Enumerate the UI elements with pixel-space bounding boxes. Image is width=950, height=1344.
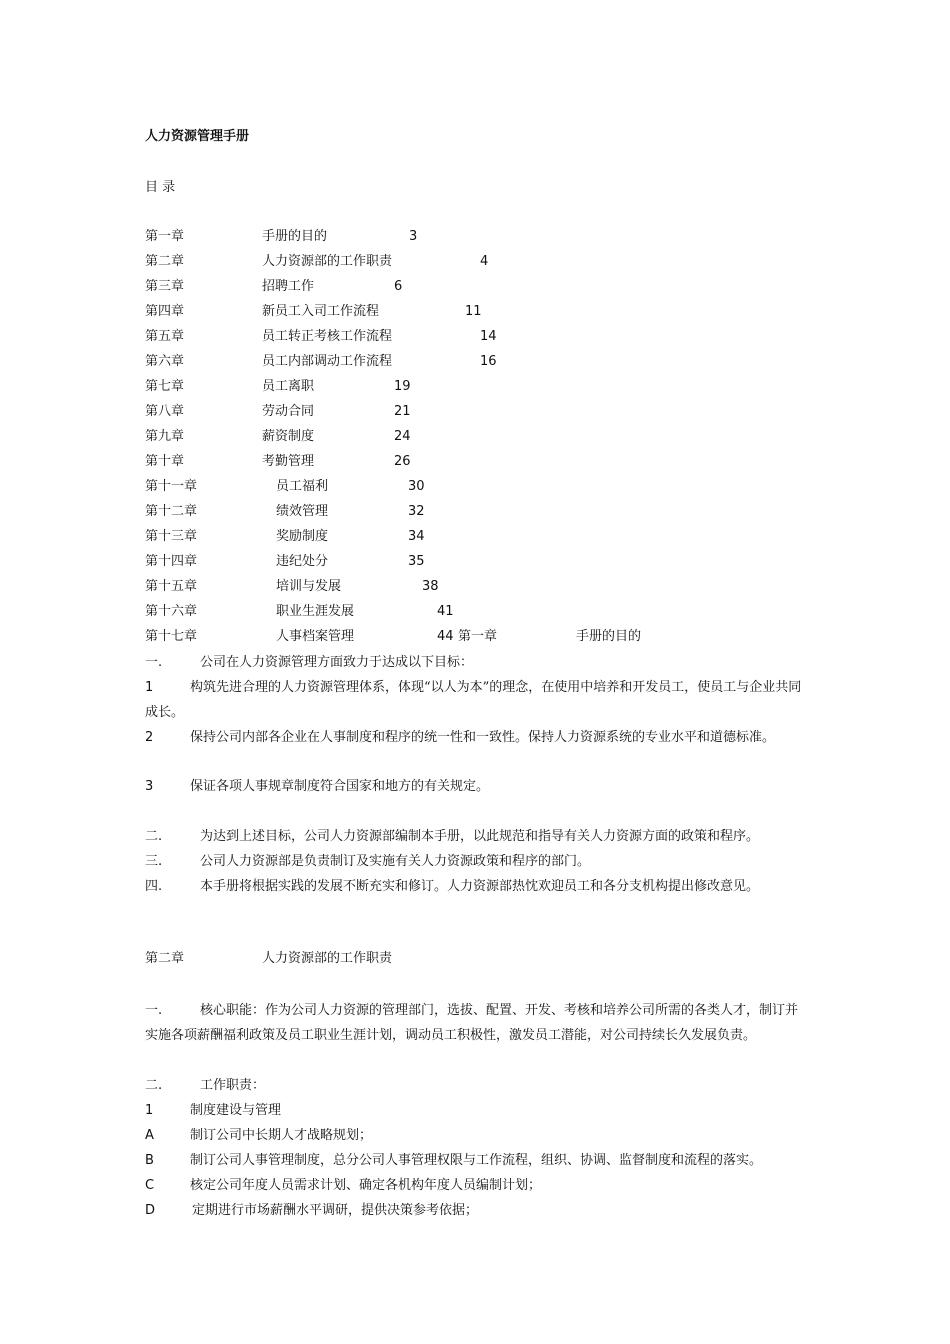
- paragraph-text: 保证各项人事规章制度符合国家和地方的有关规定。: [190, 779, 490, 794]
- paragraph-text: 制订公司中长期人才战略规划；: [190, 1128, 373, 1143]
- toc-chapter: 第一章: [145, 229, 185, 244]
- toc-page: 11: [465, 304, 482, 319]
- paragraph-text: 制订公司人事管理制度，总分公司人事管理权限与工作流程，组织、协调、监督制度和流程的落实。: [190, 1153, 763, 1168]
- toc-title: 薪资制度: [262, 429, 315, 444]
- toc-chapter: 第六章: [145, 354, 185, 369]
- toc-title: 违纪处分: [276, 554, 329, 569]
- toc-title: 职业生涯发展: [276, 604, 355, 619]
- toc-title: 人力资源部的工作职责: [262, 254, 393, 269]
- toc-chapter: 第九章: [145, 429, 185, 444]
- ch1-paragraph-1: [145, 650, 810, 675]
- toc-title: 招聘工作: [262, 279, 315, 294]
- paragraph-text: 为达到上述目标，公司人力资源部编制本手册，以此规范和指导有关人力资源方面的政策和程序。: [200, 829, 760, 844]
- ch1-goal-1: [145, 675, 810, 725]
- chapter-heading-title: 人力资源部的工作职责: [262, 951, 393, 966]
- paragraph-text: 本手册将根据实践的发展不断充实和修订。人力资源部热忱欢迎员工和各分支机构提出修改意见。: [200, 879, 760, 894]
- chapter-heading-title: 手册的目的: [576, 629, 642, 644]
- paragraph-text: 工作职责：: [200, 1078, 266, 1093]
- paragraph-text: 定期进行市场薪酬水平调研，提供决策参考依据；: [192, 1203, 479, 1218]
- toc-chapter: 第五章: [145, 329, 185, 344]
- toc-title: 员工内部调动工作流程: [262, 354, 393, 369]
- toc-page: 30: [408, 479, 425, 494]
- toc-page: 14: [480, 329, 497, 344]
- toc-page: 16: [480, 354, 497, 369]
- toc-chapter: 第十二章: [145, 504, 198, 519]
- document-title: 人力资源管理手册: [145, 129, 250, 144]
- toc-page: 4: [480, 254, 489, 269]
- ch1-paragraph-2: [145, 824, 810, 849]
- toc-chapter: 第十六章: [145, 604, 198, 619]
- ch2-paragraph-2: [145, 1073, 810, 1098]
- item-number: 四.: [145, 879, 163, 894]
- item-number: 2: [145, 730, 154, 745]
- toc-chapter: 第十三章: [145, 529, 198, 544]
- item-number: 1: [145, 1103, 154, 1118]
- toc-page: 34: [408, 529, 425, 544]
- ch1-goal-3: [145, 774, 810, 799]
- toc-page: 32: [408, 504, 425, 519]
- toc-chapter: 第八章: [145, 404, 185, 419]
- toc-title: 人事档案管理: [276, 629, 355, 644]
- toc-page: 6: [394, 279, 403, 294]
- toc-title: 培训与发展: [276, 579, 342, 594]
- toc-title: 员工福利: [276, 479, 329, 494]
- ch2-paragraph-1: [145, 998, 810, 1048]
- paragraph-text: 公司人力资源部是负责制订及实施有关人力资源政策和程序的部门。: [200, 854, 591, 869]
- toc-page: 26: [394, 454, 411, 469]
- item-number: 一.: [145, 1003, 163, 1018]
- item-letter: B: [145, 1153, 154, 1168]
- toc-heading: 目 录: [145, 180, 176, 195]
- toc-page: 44: [437, 629, 454, 644]
- toc-chapter: 第七章: [145, 379, 185, 394]
- paragraph-text: 核定公司年度人员需求计划、确定各机构年度人员编制计划；: [190, 1178, 542, 1193]
- toc-page: 3: [409, 229, 418, 244]
- toc-title: 绩效管理: [276, 504, 329, 519]
- toc-chapter: 第四章: [145, 304, 185, 319]
- toc-chapter: 第十七章: [145, 629, 198, 644]
- toc-page: 41: [437, 604, 454, 619]
- toc-title: 员工转正考核工作流程: [262, 329, 393, 344]
- paragraph-text: 核心职能：作为公司人力资源的管理部门，选拔、配置、开发、考核和培养公司所需的各类人才，制订并实施各项薪酬福利政策及员工职业生涯计划，调动员工积极性，激发员工潜能，对公司持续长久发展负责。: [145, 1003, 799, 1043]
- toc-chapter: 第十五章: [145, 579, 198, 594]
- paragraph-text: 构筑先进合理的人力资源管理体系，体现“以人为本”的理念，在使用中培养和开发员工，使员工与企业共同成长。: [145, 680, 802, 720]
- item-number: 一.: [145, 655, 163, 670]
- ch1-paragraph-4: [145, 874, 810, 899]
- item-letter: C: [145, 1178, 155, 1193]
- ch1-paragraph-3: [145, 849, 810, 874]
- paragraph-text: 公司在人力资源管理方面致力于达成以下目标：: [200, 655, 474, 670]
- paragraph-text: 保持公司内部各企业在人事制度和程序的统一性和一致性。保持人力资源系统的专业水平和道德标准。: [190, 730, 776, 745]
- ch2-section-1: [145, 1098, 810, 1123]
- item-number: 二.: [145, 1078, 163, 1093]
- ch2-item-b: [145, 1148, 810, 1173]
- toc-chapter: 第十一章: [145, 479, 198, 494]
- toc-title: 新员工入司工作流程: [262, 304, 380, 319]
- toc-chapter: 第十四章: [145, 554, 198, 569]
- item-letter: A: [145, 1128, 154, 1143]
- toc-chapter: 第三章: [145, 279, 185, 294]
- item-letter: D: [145, 1203, 156, 1218]
- ch2-item-d: [145, 1198, 810, 1223]
- item-number: 二.: [145, 829, 163, 844]
- ch2-item-a: [145, 1123, 810, 1148]
- toc-page: 21: [394, 404, 411, 419]
- toc-chapter: 第二章: [145, 254, 185, 269]
- toc-page: 24: [394, 429, 411, 444]
- item-number: 三.: [145, 854, 163, 869]
- toc-chapter: 第十章: [145, 454, 185, 469]
- toc-page: 19: [394, 379, 411, 394]
- toc-title: 奖励制度: [276, 529, 329, 544]
- ch1-goal-2: [145, 725, 810, 750]
- toc-title: 劳动合同: [262, 404, 315, 419]
- toc-title: 考勤管理: [262, 454, 315, 469]
- chapter-heading-number: 第二章: [145, 951, 185, 966]
- item-number: 1: [145, 680, 154, 695]
- toc-title: 员工离职: [262, 379, 315, 394]
- toc-page: 35: [408, 554, 425, 569]
- paragraph-text: 制度建设与管理: [190, 1103, 282, 1118]
- chapter-heading-number: 第一章: [458, 629, 498, 644]
- toc-page: 38: [422, 579, 439, 594]
- item-number: 3: [145, 779, 154, 794]
- toc-title: 手册的目的: [262, 229, 328, 244]
- ch2-item-c: [145, 1173, 810, 1198]
